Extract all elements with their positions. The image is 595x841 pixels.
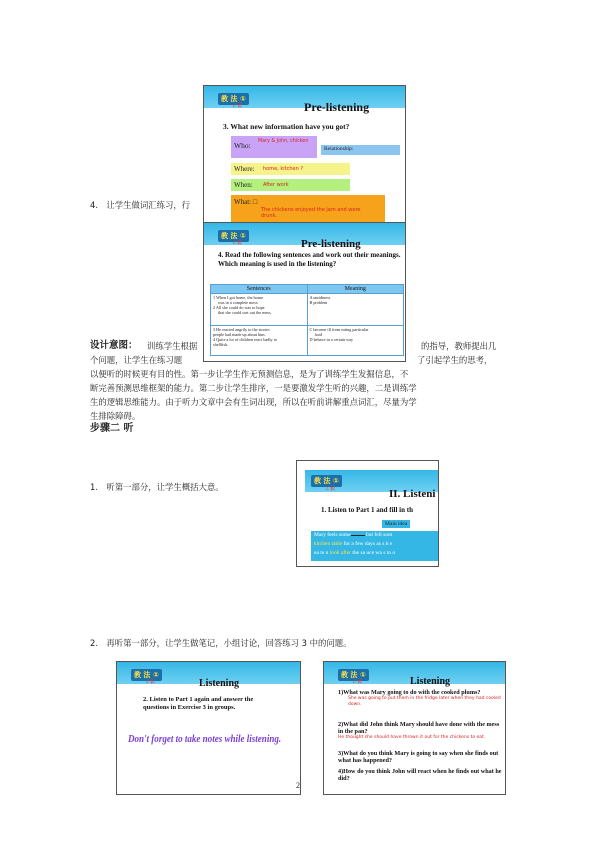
slide-title: Pre-listening bbox=[304, 100, 370, 114]
who-value: Mary & John, chicken bbox=[258, 139, 309, 144]
table-row bbox=[211, 294, 404, 326]
fill-blank bbox=[351, 535, 365, 536]
what-label: What: □ bbox=[234, 198, 258, 206]
where-value: home, kitchen ? bbox=[263, 166, 304, 172]
slide-badge: 教 法 ① bbox=[311, 475, 342, 487]
main-idea-box: Mary feels some but fell som kitchen table for a few days as s h e ea te n look after the sa uce wa s to o bbox=[311, 531, 439, 561]
step-2-heading: 步骤二 听 bbox=[90, 423, 134, 434]
slide-logo: ㄥ长 bbox=[232, 240, 243, 246]
question-2: 2)What did John think Mary should have done with the mess in the pan? He thought she should have thrown it out for the chickens to eat. bbox=[338, 721, 502, 741]
item-4-text: 4. 让学生做词汇练习，行 bbox=[90, 200, 191, 210]
col-sentences: Sentences bbox=[211, 285, 308, 294]
slide-logo: ㄥ长 bbox=[232, 103, 243, 109]
item-1-text: 1. 听第一部分，让学生概括大意。 bbox=[90, 482, 224, 492]
slide-logo: ㄥ长 bbox=[145, 679, 156, 685]
slide-task: 2. Listen to Part 1 again and answer the questions in Exercise 3 in groups. bbox=[143, 696, 254, 711]
who-label: Who: bbox=[234, 141, 251, 150]
take-notes-reminder: Don't forget to take notes while listening. bbox=[128, 733, 282, 745]
answer-2: He thought she should have thrown it out for the chickens to eat. bbox=[338, 735, 486, 740]
slide-logo: ㄥ长 bbox=[352, 679, 363, 685]
slide-badge: 教 法 ① bbox=[338, 669, 369, 681]
meaning-cell: A untidiness B problem bbox=[307, 294, 404, 326]
slide-badge: 教 法 ① bbox=[218, 230, 249, 242]
slide-question: 3. What new information have you got? bbox=[223, 122, 350, 131]
question-4: 4)How do you think John will react when he finds out what he did? bbox=[338, 768, 502, 782]
question-1: 1)What was Mary going to do with the cooked plums? She was going to put them in the fridge later when they had cooled down. bbox=[338, 689, 501, 707]
where-label: Where: bbox=[234, 165, 255, 173]
main-idea-label: Main idea bbox=[382, 520, 410, 528]
who-box bbox=[231, 136, 317, 158]
slide-question: 4. Read the following sentences and work out their meanings. Which meaning is used in the listening? bbox=[218, 251, 401, 268]
question-3: 3)What do you think Mary is going to say when she finds out what has happened? bbox=[338, 750, 499, 764]
slide-listening-part1 bbox=[296, 460, 439, 567]
slide-title: Listening bbox=[410, 676, 451, 687]
relationship-label: Relationship: bbox=[324, 146, 354, 152]
what-value: The chickens enjoyed the jam and were drunk. bbox=[261, 207, 361, 219]
page-number: 2 bbox=[296, 781, 300, 790]
slide-title: II. Listeni bbox=[389, 488, 436, 500]
slide-title: Pre-listening bbox=[301, 238, 361, 250]
col-meaning: Meaning bbox=[307, 285, 404, 294]
design-label: 设计意图： bbox=[90, 340, 138, 351]
when-box bbox=[231, 179, 350, 191]
meaning-cell: C become ill from eating particular food D behave in a certain way bbox=[307, 326, 404, 356]
slide-logo: ㄥ长 bbox=[325, 486, 336, 492]
answer-1: She was going to put them in the fridge later when they had cooled down. bbox=[348, 696, 501, 707]
sentences-cell: 1 When I got home, the house was in a complete mess. 2 All she could do was to hope that she could sort out the mess. bbox=[211, 294, 308, 326]
slide-listening-notes bbox=[116, 661, 301, 795]
slide-pre-listening-1 bbox=[203, 85, 406, 227]
slide-badge: 教 法 ① bbox=[218, 93, 249, 105]
slide-badge: 教 法 ① bbox=[131, 669, 162, 681]
slide-listening-questions bbox=[323, 661, 506, 795]
design-intent: 设计意图： 训练学生根据 的指导，教师提出几 个问题，让学生在练习题 了引起学生的思考， 以便听的时候更有目的性。第一步让学生作无预测信息，是为了训练学生发掘信息，不 断完善预测思维框架的能力。第二步让学生排序，一是要激发学生听的兴趣，二是训练学 生的逻辑思维能力。由于听力文章中会有生词出现，所以在听前讲解重点词汇，尽量为学 生排除障碍。 bbox=[90, 340, 497, 421]
item-2-text: 2. 再听第一部分，让学生做笔记，小组讨论，回答练习 3 中的问题。 bbox=[90, 638, 352, 648]
when-value: After work bbox=[263, 182, 289, 188]
sentences-cell: 3 He reacted angrily to the stories people had made up about him. 4 Quite a lot of children react badly to shellfish. bbox=[211, 326, 308, 356]
when-label: When: bbox=[234, 181, 253, 189]
relationship-box bbox=[321, 145, 400, 155]
slide-title: Listening bbox=[199, 678, 240, 689]
where-box bbox=[231, 163, 350, 175]
slide-task: 1. Listen to Part 1 and fill in th bbox=[321, 506, 413, 514]
